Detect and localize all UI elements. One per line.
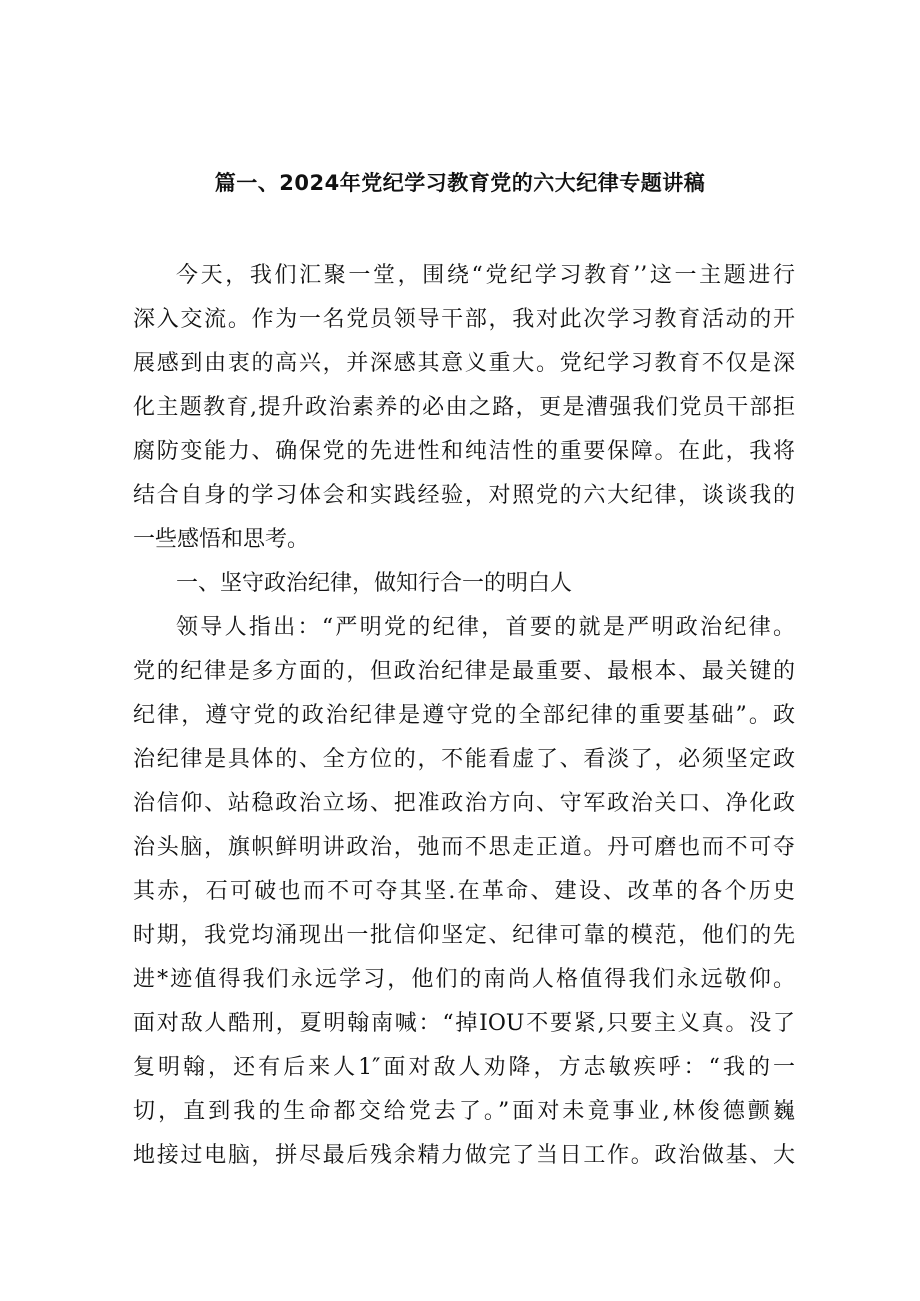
paragraph-line: 面对敌人酷刑，夏明翰南喊：“掉IOU不要紧,只要主义真。没了 [133,1011,795,1036]
paragraph-line: 今天，我们汇聚一堂，围绕“党纪学习教育’’这一主题进行 [176,263,795,288]
paragraph-line: 治纪律是具体的、全方位的，不能看虚了、看淡了，必须坚定政 [133,747,795,772]
paragraph-line: 治信仰、站稳政治立场、把准政治方向、守军政治关口、净化政 [133,791,795,816]
paragraph-line: 进*迹值得我们永远学习，他们的南尚人格值得我们永远敬仰。 [133,967,795,992]
document-title: 篇一、2024年党纪学习教育党的六大纪律专题讲稿 [214,171,706,195]
paragraph-line: 领导人指出：“严明党的纪律，首要的就是严明政治纪律。 [176,615,795,640]
section-heading: 一、坚守政治纪律，做知行合一的明白人 [176,571,573,596]
paragraph-line: 切，直到我的生命都交给党去了。”面对未竟事业,林俊德颤巍 [133,1099,795,1124]
paragraph-line: 结合自身的学习体会和实践经验，对照党的六大纪律，谈谈我的 [133,483,795,508]
paragraph-line: 时期，我党均涌现出一批信仰坚定、纪律可靠的模范，他们的先 [133,923,795,948]
paragraph-line: 深入交流。作为一名党员领导干部，我对此次学习教育活动的开 [133,307,795,332]
paragraph-line: 其赤，石可破也而不可夺其坚.在革命、建设、改革的各个历史 [133,879,795,904]
paragraph-line: 党的纪律是多方面的，但政治纪律是最重要、最根本、最关键的 [133,659,795,684]
paragraph-line: 化主题教育,提升政治素养的必由之路，更是漕强我们党员干部拒 [133,395,795,420]
paragraph-line: 展感到由衷的高兴，并深感其意义重大。党纪学习教育不仅是深 [133,351,795,376]
paragraph-line: 纪律，遵守党的政治纪律是遵守党的全部纪律的重要基础”。政 [133,703,795,728]
paragraph-line: 治头脑，旗帜鲜明讲政治，弛而不思走正道。丹可磨也而不可夺 [133,835,795,860]
paragraph-line: 腐防变能力、确保党的先进性和纯洁性的重要保障。在此，我将 [133,439,795,464]
paragraph-line: 地接过电脑，拼尽最后残余精力做完了当日工作。政治做基、大 [133,1143,795,1168]
paragraph-line: 一些感悟和思考。 [133,527,310,552]
paragraph-line: 复明翰，还有后来人1″面对敌人劝降，方志敏疾呼：“我的一 [133,1055,795,1080]
